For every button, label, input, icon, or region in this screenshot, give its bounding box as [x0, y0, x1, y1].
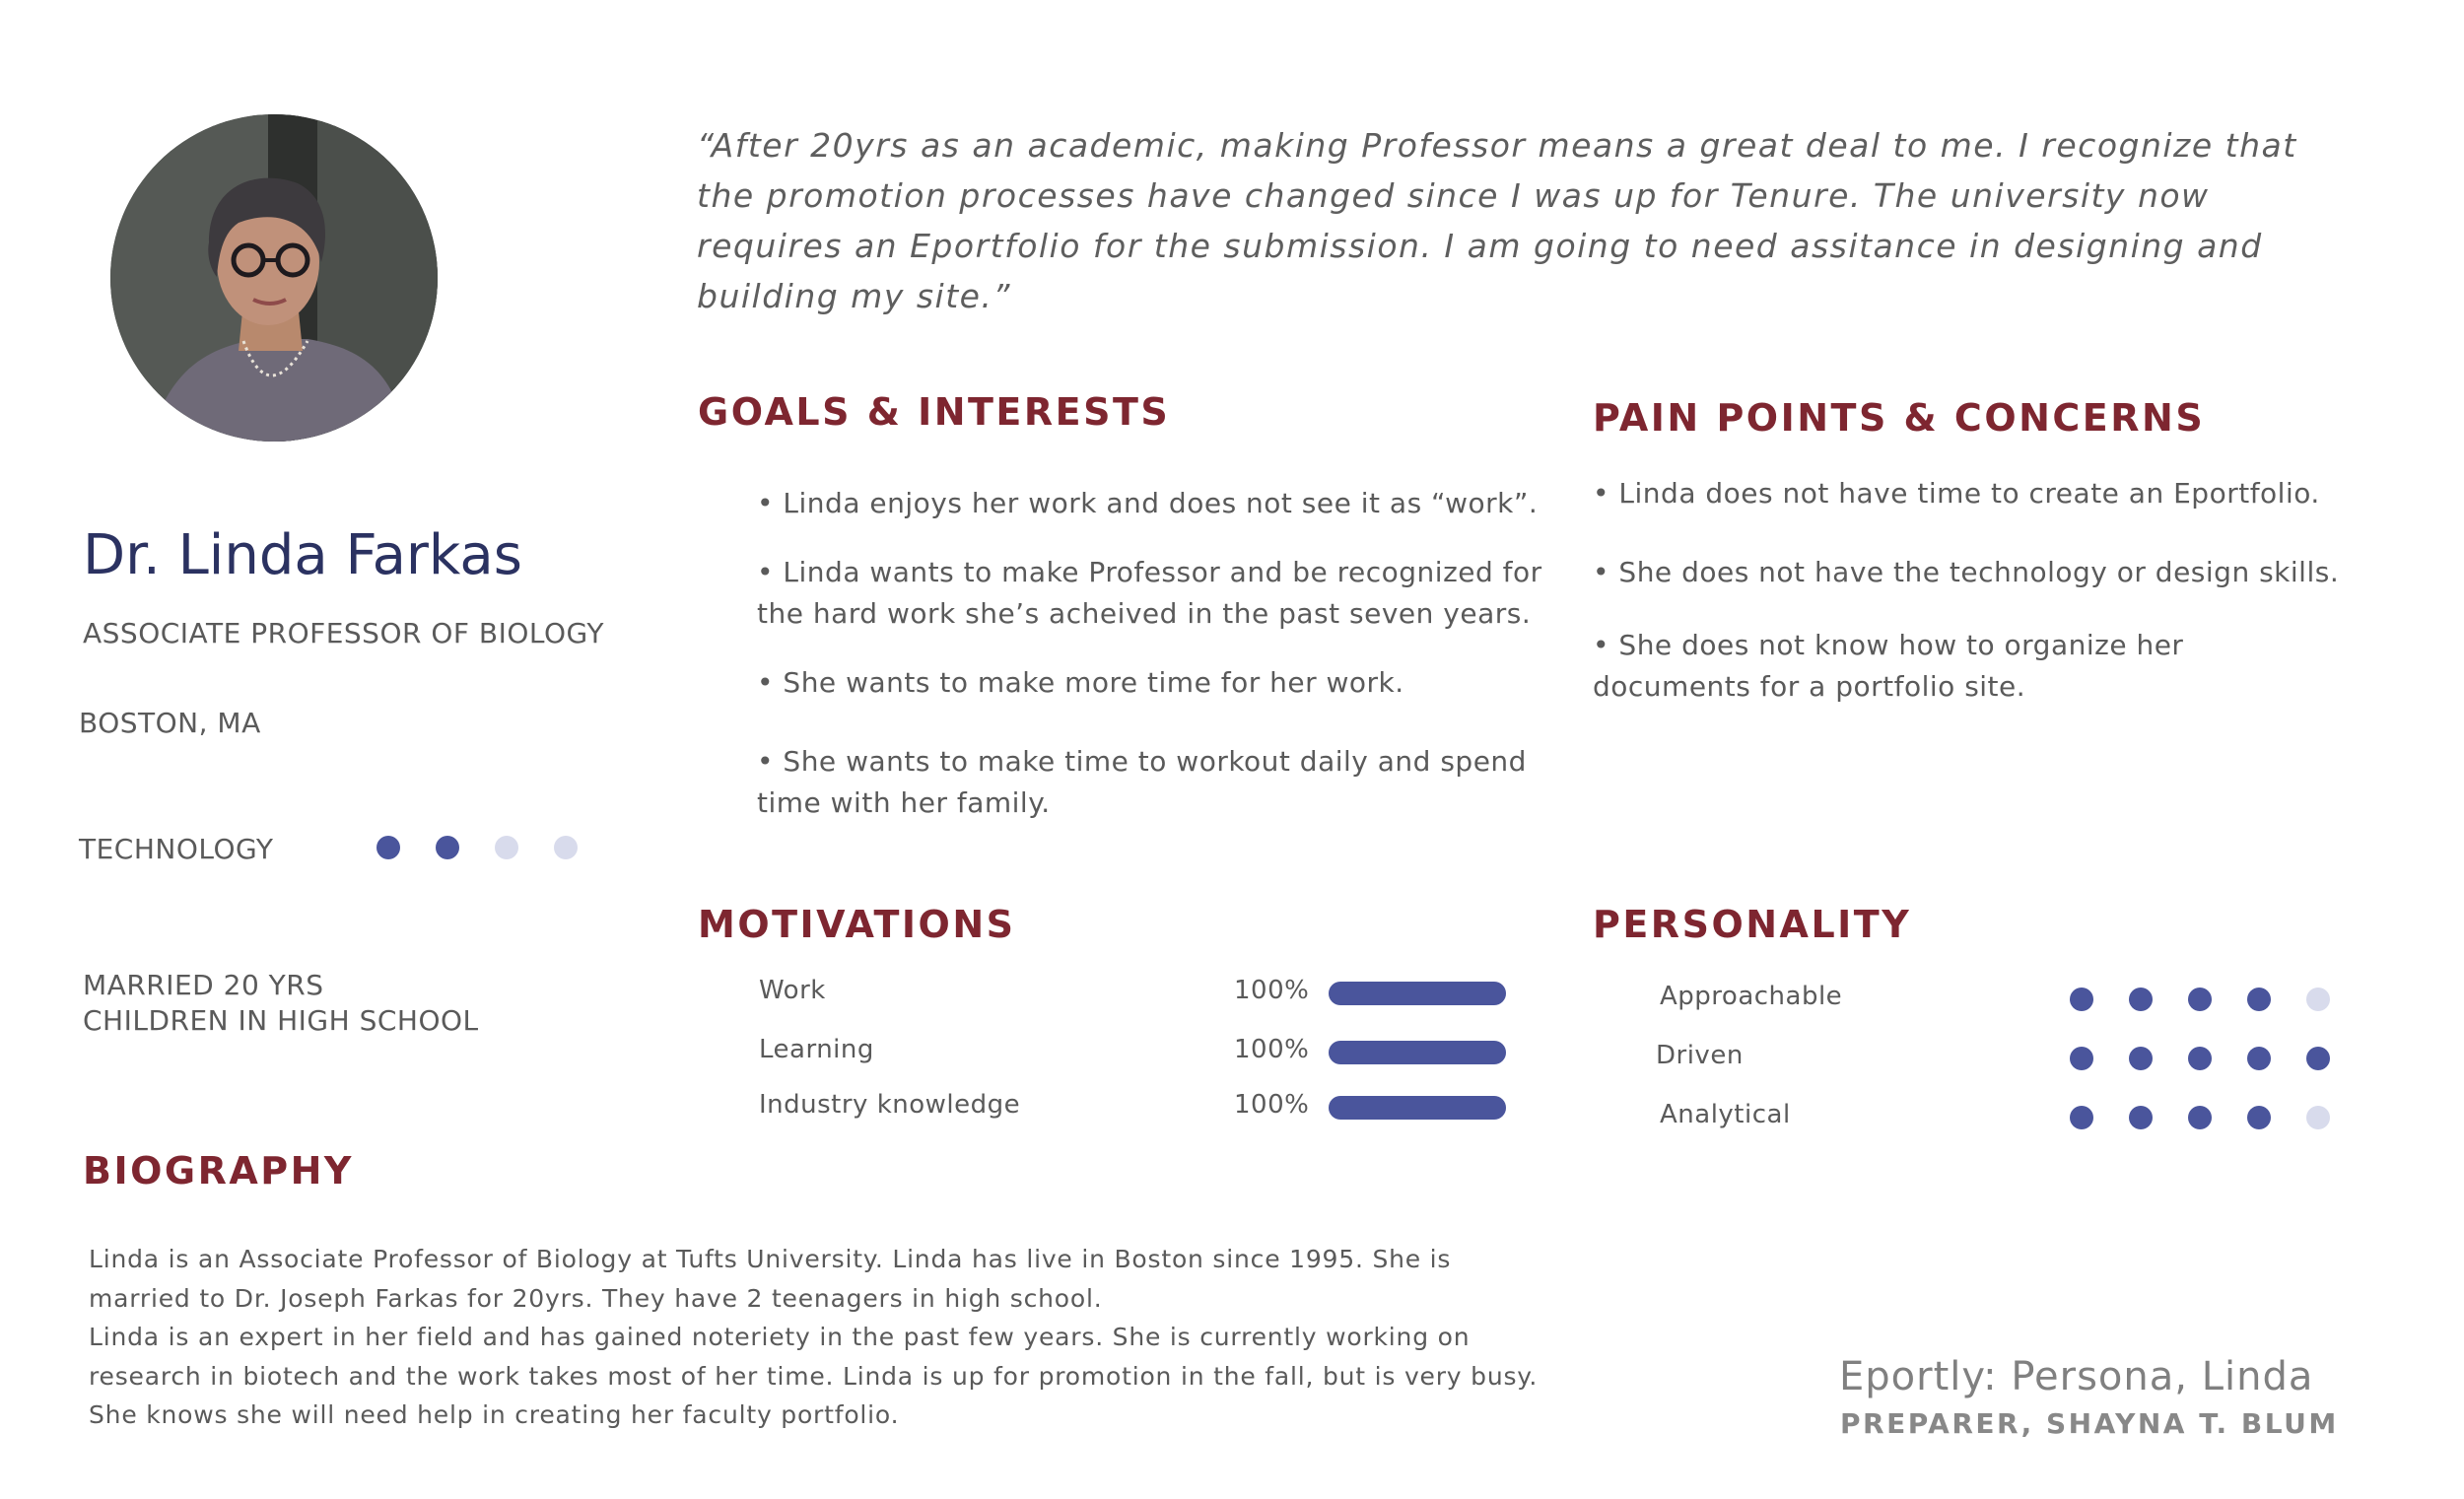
family-line-children: CHILDREN IN HIGH SCHOOL	[83, 1004, 479, 1037]
biography-heading: BIOGRAPHY	[83, 1149, 354, 1192]
personality-label: Driven	[1656, 1041, 1744, 1070]
personality-rating	[2070, 1047, 2330, 1070]
pain-point-item: • Linda does not have time to create an Eportfolio.	[1593, 477, 2320, 510]
motivation-bar	[1329, 1041, 1506, 1064]
motivation-bar	[1329, 1096, 1506, 1120]
goal-item: • She wants to make time to workout daily and spend time with her family.	[757, 745, 1527, 819]
persona-location: BOSTON, MA	[79, 707, 261, 739]
goals-heading: GOALS & INTERESTS	[698, 390, 1171, 434]
motivation-value: 100%	[1234, 1090, 1310, 1120]
rating-dot-filled	[2188, 1047, 2212, 1070]
biography-paragraph: Linda is an expert in her field and has gained noteriety in the past few years. She is currently working on research in biotech and the work takes most of her time. Linda is up for promotion in the fall, but is very busy. She knows she will need help in creating her faculty portfolio.	[89, 1323, 1539, 1429]
persona-title: ASSOCIATE PROFESSOR OF BIOLOGY	[83, 617, 604, 649]
portrait-image	[110, 114, 438, 442]
rating-dot-empty	[2306, 988, 2330, 1011]
goal-item: • She wants to make more time for her work.	[757, 666, 1404, 699]
document-title: Eportly: Persona, Linda	[1839, 1354, 2314, 1399]
rating-dot-empty	[2306, 1106, 2330, 1129]
motivation-label: Industry knowledge	[759, 1090, 1021, 1120]
motivations-heading: MOTIVATIONS	[698, 903, 1016, 946]
family-line-marriage: MARRIED 20 YRS	[83, 969, 324, 1001]
pain-point-item: • She does not know how to organize her documents for a portfolio site.	[1593, 629, 2184, 703]
rating-dot-filled	[376, 836, 400, 859]
rating-dot-filled	[2247, 988, 2271, 1011]
motivation-bar-fill	[1329, 982, 1506, 1005]
rating-dot-filled	[2247, 1106, 2271, 1129]
preparer-credit: PREPARER, SHAYNA T. BLUM	[1840, 1407, 2339, 1440]
biography-paragraph: Linda is an Associate Professor of Biology at Tufts University. Linda has live in Boston since 1995. She is married to Dr. Joseph Farkas for 20yrs. They have 2 teenagers in high school.	[89, 1245, 1452, 1313]
rating-dot-filled	[436, 836, 459, 859]
pain-points-heading: PAIN POINTS & CONCERNS	[1593, 396, 2206, 440]
personality-label: Analytical	[1660, 1100, 1791, 1129]
family-info	[83, 968, 479, 1039]
personality-heading: PERSONALITY	[1593, 903, 1912, 946]
rating-dot-empty	[495, 836, 518, 859]
rating-dot-filled	[2188, 988, 2212, 1011]
persona-name: Dr. Linda Farkas	[83, 523, 522, 587]
rating-dot-filled	[2188, 1106, 2212, 1129]
avatar-photo	[110, 114, 438, 442]
rating-dot-empty	[554, 836, 578, 859]
pain-point-item: • She does not have the technology or design skills.	[1593, 556, 2340, 588]
motivation-row	[759, 976, 1508, 1015]
motivation-bar-fill	[1329, 1096, 1506, 1120]
goal-item: • Linda enjoys her work and does not see it as “work”.	[757, 487, 1539, 519]
motivation-value: 100%	[1234, 976, 1310, 1005]
rating-dot-filled	[2129, 988, 2153, 1011]
rating-dot-filled	[2306, 1047, 2330, 1070]
motivation-row	[759, 1035, 1508, 1074]
rating-dot-filled	[2129, 1047, 2153, 1070]
motivation-row	[759, 1090, 1508, 1129]
biography-text	[89, 1240, 1547, 1435]
technology-rating	[376, 836, 578, 859]
rating-dot-filled	[2070, 1106, 2093, 1129]
rating-dot-filled	[2070, 988, 2093, 1011]
motivation-value: 100%	[1234, 1035, 1310, 1064]
personality-row	[1656, 982, 2346, 1021]
personality-rating	[2070, 988, 2330, 1011]
goal-item: • Linda wants to make Professor and be recognized for the hard work she’s acheived in the past seven years.	[757, 556, 1542, 630]
personality-label: Approachable	[1660, 982, 1843, 1011]
motivation-label: Work	[759, 976, 826, 1005]
motivation-bar	[1329, 982, 1506, 1005]
motivation-label: Learning	[759, 1035, 874, 1064]
personality-rating	[2070, 1106, 2330, 1129]
personality-row	[1656, 1041, 2346, 1080]
persona-quote: “After 20yrs as an academic, making Professor means a great deal to me. I recognize that the promotion processes have changed since I was up for Tenure. The university now requires an Eportfolio for the submission. I am going to need assitance in designing and building my site.”	[697, 126, 2297, 315]
rating-dot-filled	[2247, 1047, 2271, 1070]
technology-label: TECHNOLOGY	[79, 833, 274, 865]
motivation-bar-fill	[1329, 1041, 1506, 1064]
personality-row	[1656, 1100, 2346, 1139]
rating-dot-filled	[2070, 1047, 2093, 1070]
rating-dot-filled	[2129, 1106, 2153, 1129]
